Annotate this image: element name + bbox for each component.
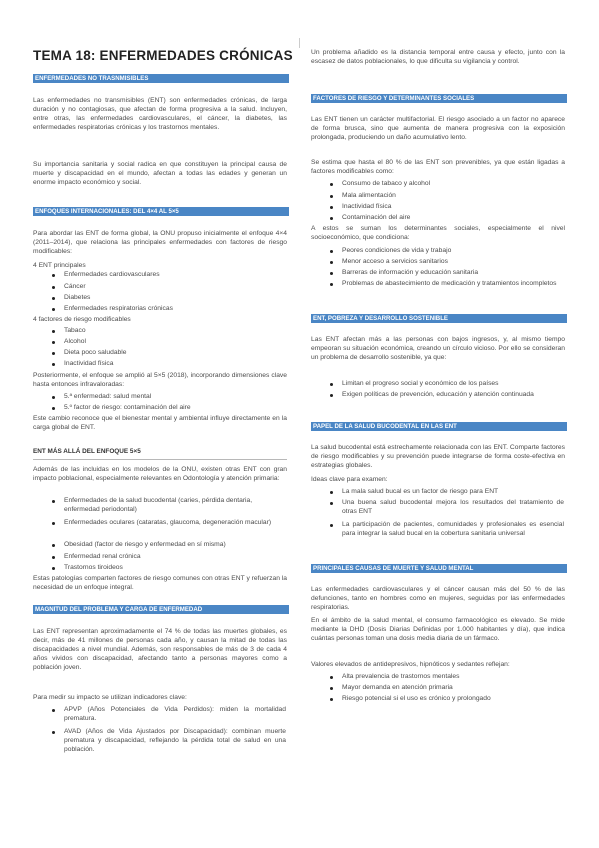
list-item: Dieta poco saludable bbox=[64, 349, 286, 358]
subheading-beyond-5x5: ENT MÁS ALLÁ DEL ENFOQUE 5×5 bbox=[33, 448, 141, 455]
list-item: Enfermedades respiratorias crónicas bbox=[64, 305, 286, 314]
list-item: Obesidad (factor de riesgo y enfermedad en sí misma) bbox=[64, 541, 286, 550]
list-item: Problemas de abastecimiento de medicación y tratamientos incompletos bbox=[342, 280, 564, 289]
paragraph-magnitude: Las ENT representan aproximadamente el 74 % de todas las muertes globales, es decir, más de 41 millones de personas cada año, y causan la mitad de todas las discapacidades a nivel mundial. Además, son responsables de más de 3 de cada 4 años vividos con discapacidad, afectando tanto a personas mayores como a población joven. bbox=[33, 628, 287, 671]
list-item: Cáncer bbox=[64, 283, 286, 292]
paragraph-social-determinants: A estos se suman los determinantes sociales, especialmente el nivel socioeconómico, que condiciona: bbox=[311, 225, 565, 241]
list-item: Trastornos tiroideos bbox=[64, 564, 286, 573]
list-item: Barreras de información y educación sanitaria bbox=[342, 269, 564, 278]
section-header-oral-health: PAPEL DE LA SALUD BUCODENTAL EN LAS ENT bbox=[311, 422, 567, 431]
paragraph-multifactorial: Las ENT tienen un carácter multifactorial. El riesgo asociado a un factor no aparece de forma brusca, sino que aumenta de manera progresiva con la exposición prolongada, produciendo un daño acumulativo lento. bbox=[311, 116, 565, 141]
list-label-risk-factors: 4 factores de riesgo modificables bbox=[33, 316, 131, 323]
section-header-magnitude: MAGNITUD DEL PROBLEMA Y CARGA DE ENFERMEDAD bbox=[33, 605, 289, 614]
list-item: Menor acceso a servicios sanitarios bbox=[342, 258, 564, 267]
paragraph-other-ent: Además de las incluidas en los modelos de la ONU, existen otras ENT con gran impacto poblacional, especialmente relevantes en Odontología y atención primaria: bbox=[33, 466, 287, 482]
list-item: Inactividad física bbox=[64, 360, 286, 369]
list-item: Una buena salud bucodental mejora los resultados del tratamiento de otras ENT bbox=[342, 499, 564, 515]
section-header-poverty: ENT, POBREZA Y DESARROLLO SOSTENIBLE bbox=[311, 314, 567, 323]
paragraph-definition: Las enfermedades no transmisibles (ENT) son enfermedades crónicas, de larga duración y no contagiosas, que afectan de forma progresiva a la salud. Incluyen, entre otras, las enfermedades cardiovasculares, el cáncer, la diabetes, las enfermedades respiratorias crónicas y los trastornos mentales. bbox=[33, 97, 287, 131]
paragraph-mortality: Las enfermedades cardiovasculares y el cáncer causan más del 50 % de las defunciones, tanto en hombres como en mujeres, seguidas por las enfermedades respiratorias. bbox=[311, 586, 565, 611]
paragraph-high-values: Valores elevados de antidepresivos, hipnóticos y sedantes reflejan: bbox=[311, 661, 510, 668]
section-header-risk-factors: FACTORES DE RIESGO Y DETERMINANTES SOCIALES bbox=[311, 94, 567, 103]
list-item: La participación de pacientes, comunidades y profesionales es esencial para integrar la salud bucal en la cobertura sanitaria universal bbox=[342, 521, 564, 537]
paragraph-importance: Su importancia sanitaria y social radica en que constituyen la principal causa de muerte y discapacidad en el mundo, afectan a todas las edades y generan un enorme impacto económico y social. bbox=[33, 161, 287, 186]
list-item: Enfermedades cardiovasculares bbox=[64, 271, 286, 280]
paragraph-temporal-distance: Un problema añadido es la distancia temporal entre causa y efecto, junto con la escasez de datos poblacionales, lo que dificulta su vigilancia y control. bbox=[311, 49, 565, 65]
list-item: APVP (Años Potenciales de Vida Perdidos): miden la mortalidad prematura. bbox=[64, 706, 286, 722]
list-item: Alta prevalencia de trastornos mentales bbox=[342, 673, 564, 682]
list-item: Limitan el progreso social y económico de los países bbox=[342, 380, 564, 389]
paragraph-poverty: Las ENT afectan más a las personas con bajos ingresos, y, al mismo tiempo empeoran su situación económica, creando un círculo vicioso. Por ello se consideran un problema de desarrollo sostenible, ya que: bbox=[311, 336, 565, 361]
list-item: Enfermedades de la salud bucodental (caries, pérdida dentaria, enfermedad periodontal) bbox=[64, 497, 286, 515]
list-item: Peores condiciones de vida y trabajo bbox=[342, 247, 564, 256]
list-item: Alcohol bbox=[64, 338, 286, 347]
list-item: Riesgo potencial si el uso es crónico y prolongado bbox=[342, 695, 564, 704]
list-item: Enfermedades oculares (cataratas, glaucoma, degeneración macular) bbox=[64, 519, 286, 528]
paragraph-4x4: Para abordar las ENT de forma global, la ONU propuso inicialmente el enfoque 4×4 (2011–2014), que relaciona las principales enfermedades con factores de riesgo modificables: bbox=[33, 230, 287, 255]
paragraph-oral-health: La salud bucodental está estrechamente relacionada con las ENT. Comparte factores de riesgo modificables y su prevención puede integrarse de forma coste-efectiva en estrategias globales. bbox=[311, 444, 565, 469]
paragraph-preventable: Se estima que hasta el 80 % de las ENT son prevenibles, ya que están ligadas a factores modificables como: bbox=[311, 159, 565, 175]
list-label-ent: 4 ENT principales bbox=[33, 262, 86, 269]
paragraph-indicators: Para medir su impacto se utilizan indicadores clave: bbox=[33, 694, 187, 701]
list-item: Mala alimentación bbox=[342, 192, 564, 201]
list-item: Consumo de tabaco y alcohol bbox=[342, 180, 564, 189]
list-item: 5.º factor de riesgo: contaminación del aire bbox=[64, 404, 286, 413]
list-item: AVAD (Años de Vida Ajustados por Discapacidad): combinan muerte prematura y discapacidad, reflejando la pérdida total de salud en una población. bbox=[64, 728, 286, 753]
section-header-approaches: ENFOQUES INTERNACIONALES: DEL 4×4 AL 5×5 bbox=[33, 207, 289, 216]
section-header-ent: ENFERMEDADES NO TRASNMISIBLES bbox=[33, 74, 289, 83]
column-divider bbox=[299, 38, 300, 48]
paragraph-pathologies: Estas patologías comparten factores de riesgo comunes con otras ENT y refuerzan la necesidad de un enfoque integral. bbox=[33, 575, 287, 591]
list-item: Exigen políticas de prevención, educación y atención continuada bbox=[342, 391, 564, 400]
paragraph-5x5: Posteriormente, el enfoque se amplió al 5×5 (2018), incorporando dimensiones clave hasta entonces infravaloradas: bbox=[33, 372, 287, 388]
page-title: TEMA 18: ENFERMEDADES CRÓNICAS bbox=[33, 48, 293, 63]
list-item: Contaminación del aire bbox=[342, 214, 564, 223]
paragraph-change: Este cambio reconoce que el bienestar mental y ambiental influye directamente en la carga global de ENT. bbox=[33, 415, 287, 431]
section-header-mortality: PRINCIPALES CAUSAS DE MUERTE Y SALUD MENTAL bbox=[311, 564, 567, 573]
list-item: Mayor demanda en atención primaria bbox=[342, 684, 564, 693]
list-item: Tabaco bbox=[64, 327, 286, 336]
list-item: 5.ª enfermedad: salud mental bbox=[64, 393, 286, 402]
paragraph-key-ideas: Ideas clave para examen: bbox=[311, 476, 388, 483]
paragraph-mental-health: En el ámbito de la salud mental, el consumo farmacológico es elevado. Se mide mediante la DHD (Dosis Diarias Definidas por 1.000 habitantes y día), que indica cuántas personas toman una dosis media diaria de un fármaco. bbox=[311, 617, 565, 642]
list-item: La mala salud bucal es un factor de riesgo para ENT bbox=[342, 488, 564, 497]
list-item: Inactividad física bbox=[342, 203, 564, 212]
list-item: Enfermedad renal crónica bbox=[64, 553, 286, 562]
list-item: Diabetes bbox=[64, 294, 286, 303]
subheading-rule bbox=[33, 459, 287, 460]
